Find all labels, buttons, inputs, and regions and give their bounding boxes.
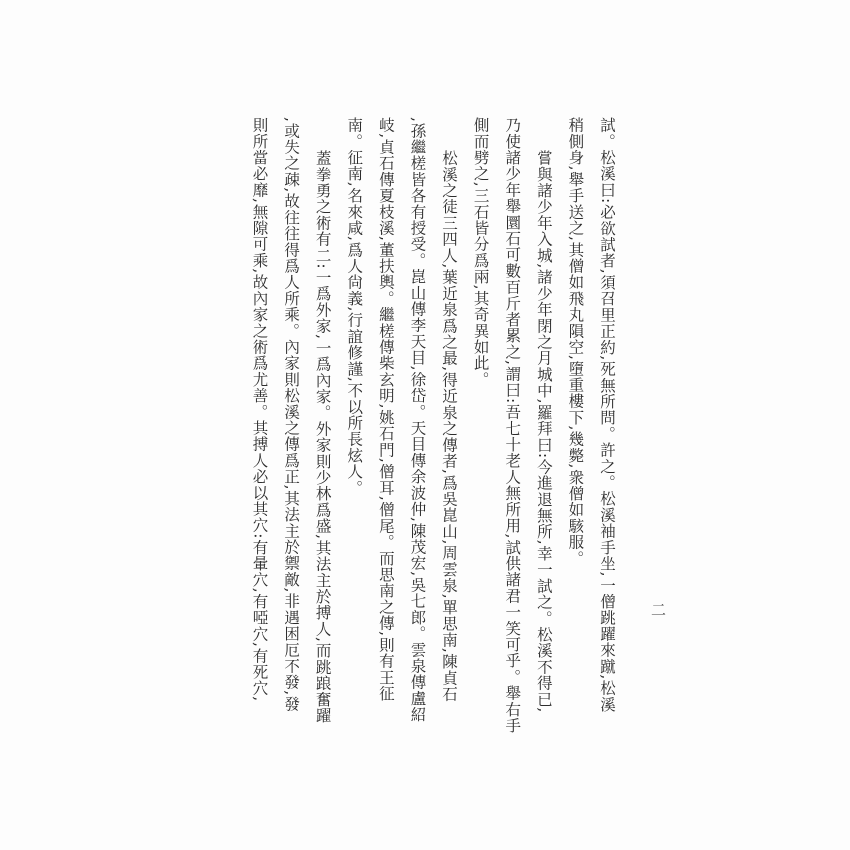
text-column: 松溪之徒三四人,葉近泉爲之最,得近泉之傳者,爲吳崑山,周雲泉,單思南,陳貞石: [440, 150, 459, 703]
text-column: 嘗與諸少年入城,諸少年閉之月城中,羅拜曰:今進退無所,幸一試之。松溪不得已,: [534, 150, 553, 714]
text-column: 稍側身,舉手送之,其僧如飛丸隕空,墮重樓下,幾斃,衆僧如駭服。: [566, 117, 585, 567]
vertical-text-block: [243, 117, 622, 769]
text-column: 岐,貞石傳夏枝溪,董扶輿。繼槎傳柴玄明,姚石門,僧耳,僧尾。而思南之傳,則有王征: [376, 117, 395, 702]
text-column: 南。征南,名來咸,爲人尙義,行誼修謹,不以所長炫人。: [345, 117, 364, 496]
text-column: ,或失之疎,故往往得爲人所乘。內家則松溪之傳爲正,其法主於禦敵,非遇困厄不發,發: [282, 117, 301, 713]
text-column: 則所當必靡,無隙可乘,故內家之術爲尤善。其搏人必以其穴:有暈穴,有啞穴,有死穴,: [250, 117, 269, 702]
text-column: 乃使諸少年舉圜石可數百斤者累之,謂曰:吾七十老人無所用,試供諸君一笑可乎。舉右手: [503, 117, 522, 734]
text-column: 側而劈之,三石皆分爲兩,其奇異如此。: [471, 117, 490, 388]
text-column: 蓋拳勇之術有二:一爲外家,一爲內家。外家則少林爲盛,其法主於搏人,而跳踉奮躍: [313, 150, 332, 724]
text-column: 試。松溪曰:必欲試者,須召里正約,死無所問。許之。松溪袖手坐,一僧跳躍來蹴,松溪: [598, 117, 616, 713]
text-column: ,孫繼槎皆各有授受。崑山傳李天目,徐岱。天目傳余波仲,陳茂宏,吳七郎。雲泉傳盧紹: [408, 117, 427, 723]
page-number: 二: [651, 601, 667, 619]
